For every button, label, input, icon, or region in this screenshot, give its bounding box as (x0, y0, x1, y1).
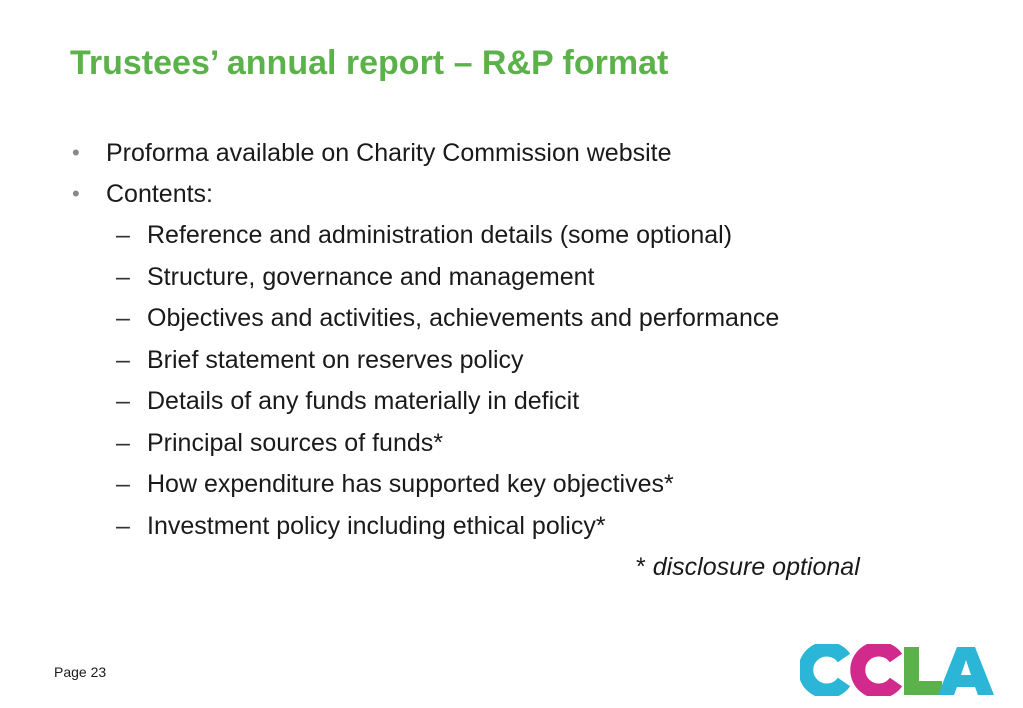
slide-title: Trustees’ annual report – R&P format (70, 44, 669, 82)
footnote-text: disclosure optional (652, 553, 860, 581)
bullet-marker: • (72, 140, 80, 165)
dash-marker: – (116, 345, 130, 374)
logo-letter-a (938, 647, 994, 695)
dash-marker: – (116, 470, 130, 498)
dash-marker: – (116, 262, 130, 291)
sub-bullet-item (72, 507, 972, 549)
sub-bullet-item (72, 299, 972, 341)
sub-bullet-text: Investment policy including ethical policy* (147, 511, 606, 540)
dash-marker: – (116, 387, 130, 415)
dash-marker: – (116, 304, 130, 332)
ccla-logo (800, 644, 996, 696)
sub-bullet-item (72, 258, 972, 300)
sub-bullet-text: Brief statement on reserves policy (147, 345, 524, 374)
sub-bullet-text: Structure, governance and management (147, 262, 595, 291)
sub-bullet-item (72, 216, 972, 258)
sub-bullet-text: Principal sources of funds* (147, 428, 443, 457)
footnote (636, 548, 860, 586)
bullet-item (72, 175, 972, 216)
dash-marker: – (116, 511, 130, 540)
bullet-item (72, 134, 972, 175)
logo-letter-c2 (858, 649, 896, 691)
sub-bullet-item (72, 382, 972, 424)
dash-marker: – (116, 221, 130, 249)
page-number: Page 23 (54, 664, 107, 680)
bullet-list (72, 134, 972, 548)
sub-bullet-text: Objectives and activities, achievements and performance (147, 304, 780, 332)
sub-bullet-text: How expenditure has supported key objectives* (147, 470, 674, 498)
sub-bullet-item (72, 465, 972, 507)
footnote-asterisk: * (636, 553, 653, 581)
dash-marker: – (116, 428, 130, 457)
sub-bullet-text: Reference and administration details (some optional) (147, 221, 733, 249)
logo-letter-c1 (806, 649, 844, 691)
sub-bullet-item (72, 341, 972, 383)
sub-bullet-item (72, 424, 972, 466)
bullet-marker: • (72, 181, 80, 206)
logo-letter-l (904, 647, 942, 695)
bullet-text: Contents: (106, 180, 214, 208)
sub-bullet-text: Details of any funds materially in deficit (147, 387, 580, 415)
bullet-text: Proforma available on Charity Commission website (106, 139, 672, 167)
